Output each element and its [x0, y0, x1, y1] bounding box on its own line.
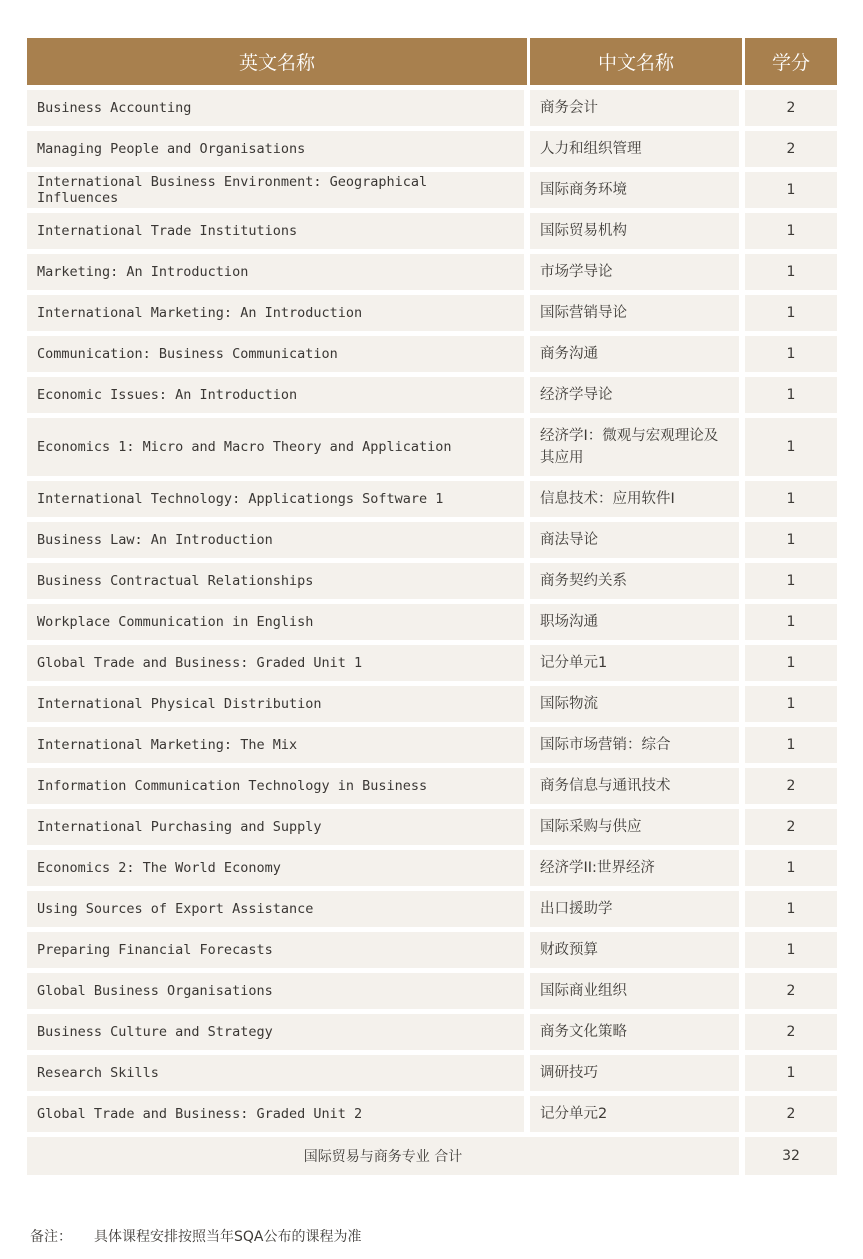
- english-name-cell: International Technology: Applicationgs Software 1: [27, 481, 530, 517]
- chinese-name-cell: 经济学导论: [530, 377, 745, 413]
- credits-cell: 1: [745, 563, 837, 599]
- credits-cell: 1: [745, 727, 837, 763]
- english-name-cell: Business Contractual Relationships: [27, 563, 530, 599]
- credits-cell: 2: [745, 90, 837, 126]
- table-row: [27, 90, 837, 126]
- table-row: [27, 932, 837, 968]
- table-row: [27, 1096, 837, 1132]
- english-name-cell: Using Sources of Export Assistance: [27, 891, 530, 927]
- chinese-name-cell: 记分单元1: [530, 645, 745, 681]
- credits-cell: 2: [745, 768, 837, 804]
- chinese-name-cell: 市场学导论: [530, 254, 745, 290]
- footnote: [30, 1226, 361, 1246]
- english-name-cell: Marketing: An Introduction: [27, 254, 530, 290]
- chinese-name-cell: 记分单元2: [530, 1096, 745, 1132]
- english-name-cell: Economics 1: Micro and Macro Theory and Application: [27, 418, 530, 476]
- credits-cell: 1: [745, 377, 837, 413]
- footnote-text: 具体课程安排按照当年SQA公布的课程为准: [94, 1229, 362, 1245]
- chinese-name-cell: 国际贸易机构: [530, 213, 745, 249]
- header-chinese-name: 中文名称: [530, 38, 745, 85]
- table-row: [27, 727, 837, 763]
- table-row: [27, 686, 837, 722]
- chinese-name-cell: 国际物流: [530, 686, 745, 722]
- chinese-name-cell: 财政预算: [530, 932, 745, 968]
- english-name-cell: International Marketing: An Introduction: [27, 295, 530, 331]
- chinese-name-cell: 信息技术：应用软件I: [530, 481, 745, 517]
- course-table: [27, 33, 837, 1180]
- chinese-name-cell: 国际商业组织: [530, 973, 745, 1009]
- table-row: [27, 522, 837, 558]
- table-row: [27, 336, 837, 372]
- credits-cell: 1: [745, 604, 837, 640]
- english-name-cell: International Trade Institutions: [27, 213, 530, 249]
- credits-cell: 2: [745, 973, 837, 1009]
- english-name-cell: Global Trade and Business: Graded Unit 2: [27, 1096, 530, 1132]
- chinese-name-cell: 商务沟通: [530, 336, 745, 372]
- english-name-cell: Research Skills: [27, 1055, 530, 1091]
- table-row: [27, 131, 837, 167]
- english-name-cell: Workplace Communication in English: [27, 604, 530, 640]
- header-credits: 学分: [745, 38, 837, 85]
- english-name-cell: Economics 2: The World Economy: [27, 850, 530, 886]
- credits-cell: 1: [745, 295, 837, 331]
- table-row: [27, 1014, 837, 1050]
- credits-cell: 1: [745, 172, 837, 208]
- total-label: 国际贸易与商务专业 合计: [27, 1137, 745, 1175]
- english-name-cell: International Physical Distribution: [27, 686, 530, 722]
- chinese-name-cell: 国际营销导论: [530, 295, 745, 331]
- english-name-cell: International Marketing: The Mix: [27, 727, 530, 763]
- english-name-cell: Global Business Organisations: [27, 973, 530, 1009]
- credits-cell: 1: [745, 336, 837, 372]
- table-row: [27, 604, 837, 640]
- credits-cell: 1: [745, 645, 837, 681]
- table-row: [27, 172, 837, 208]
- footnote-label: 备注：: [30, 1229, 72, 1245]
- english-name-cell: Business Law: An Introduction: [27, 522, 530, 558]
- credits-cell: 1: [745, 213, 837, 249]
- credits-cell: 1: [745, 891, 837, 927]
- credits-cell: 2: [745, 1096, 837, 1132]
- table-row: [27, 377, 837, 413]
- english-name-cell: Preparing Financial Forecasts: [27, 932, 530, 968]
- credits-cell: 1: [745, 686, 837, 722]
- chinese-name-cell: 商务信息与通讯技术: [530, 768, 745, 804]
- table-row: [27, 295, 837, 331]
- credits-cell: 2: [745, 131, 837, 167]
- english-name-cell: Business Accounting: [27, 90, 530, 126]
- total-row: [27, 1137, 837, 1175]
- chinese-name-cell: 职场沟通: [530, 604, 745, 640]
- total-credits: 32: [745, 1137, 837, 1175]
- table-header-row: [27, 38, 837, 85]
- table-row: [27, 418, 837, 476]
- chinese-name-cell: 调研技巧: [530, 1055, 745, 1091]
- credits-cell: 1: [745, 932, 837, 968]
- english-name-cell: Economic Issues: An Introduction: [27, 377, 530, 413]
- table-row: [27, 891, 837, 927]
- table-row: [27, 809, 837, 845]
- table-row: [27, 973, 837, 1009]
- credits-cell: 1: [745, 1055, 837, 1091]
- chinese-name-cell: 商务文化策略: [530, 1014, 745, 1050]
- chinese-name-cell: 商务会计: [530, 90, 745, 126]
- chinese-name-cell: 商法导论: [530, 522, 745, 558]
- table-row: [27, 563, 837, 599]
- credits-cell: 2: [745, 809, 837, 845]
- table-body: [27, 90, 837, 1175]
- english-name-cell: International Purchasing and Supply: [27, 809, 530, 845]
- english-name-cell: Information Communication Technology in Business: [27, 768, 530, 804]
- english-name-cell: Communication: Business Communication: [27, 336, 530, 372]
- table-row: [27, 1055, 837, 1091]
- credits-cell: 1: [745, 850, 837, 886]
- chinese-name-cell: 国际采购与供应: [530, 809, 745, 845]
- table-row: [27, 254, 837, 290]
- english-name-cell: International Business Environment: Geographical Influences: [27, 172, 530, 208]
- chinese-name-cell: 经济学I：微观与宏观理论及其应用: [530, 418, 745, 476]
- chinese-name-cell: 出口援助学: [530, 891, 745, 927]
- header-english-name: 英文名称: [27, 38, 530, 85]
- chinese-name-cell: 国际市场营销：综合: [530, 727, 745, 763]
- chinese-name-cell: 国际商务环境: [530, 172, 745, 208]
- english-name-cell: Business Culture and Strategy: [27, 1014, 530, 1050]
- table-row: [27, 481, 837, 517]
- credits-cell: 2: [745, 1014, 837, 1050]
- credits-cell: 1: [745, 418, 837, 476]
- table-row: [27, 213, 837, 249]
- table-row: [27, 768, 837, 804]
- table-row: [27, 645, 837, 681]
- table-row: [27, 850, 837, 886]
- chinese-name-cell: 人力和组织管理: [530, 131, 745, 167]
- chinese-name-cell: 商务契约关系: [530, 563, 745, 599]
- english-name-cell: Global Trade and Business: Graded Unit 1: [27, 645, 530, 681]
- chinese-name-cell: 经济学II:世界经济: [530, 850, 745, 886]
- credits-cell: 1: [745, 481, 837, 517]
- credits-cell: 1: [745, 254, 837, 290]
- credits-cell: 1: [745, 522, 837, 558]
- english-name-cell: Managing People and Organisations: [27, 131, 530, 167]
